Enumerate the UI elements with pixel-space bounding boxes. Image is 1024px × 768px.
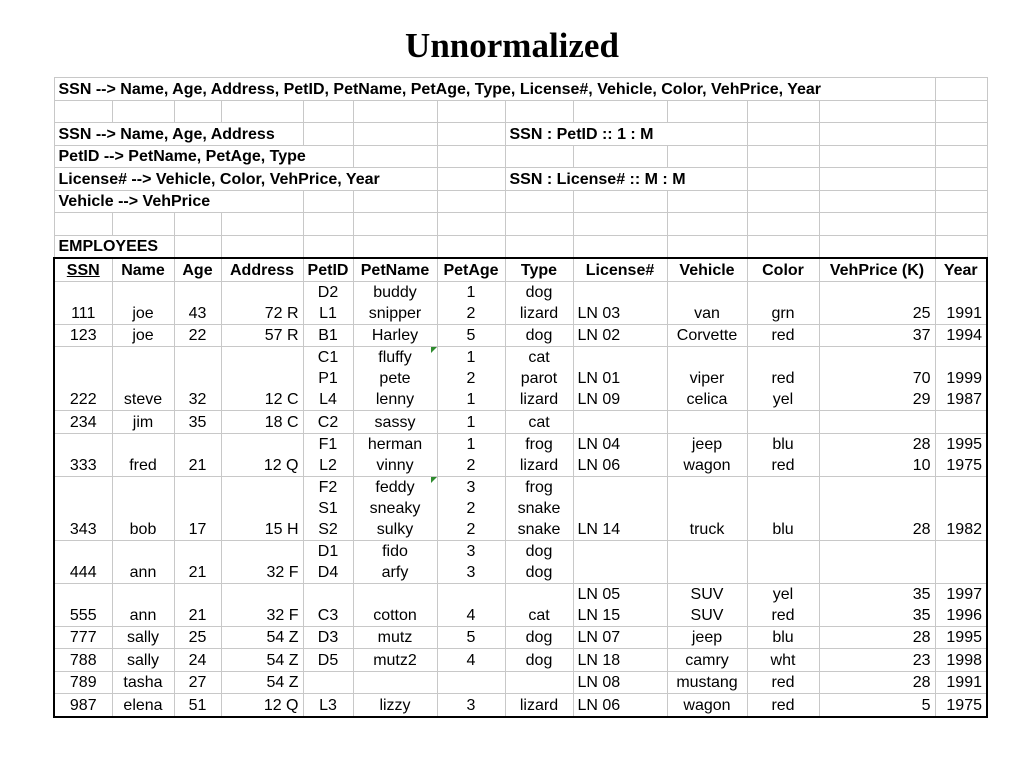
petage-cell: 3 3 (437, 540, 505, 583)
year-cell: 1997 1996 (935, 583, 987, 626)
petage-cell: 5 (437, 626, 505, 649)
petname-cell: herman vinny (353, 433, 437, 476)
age-cell: 51 (174, 694, 221, 717)
year-cell: 1995 1975 (935, 433, 987, 476)
license-cell: LN 05 LN 15 (573, 583, 667, 626)
vehprice-cell: 25 (819, 281, 935, 324)
vehprice-cell: 37 (819, 324, 935, 347)
year-cell (935, 411, 987, 434)
ssn-cell: 777 (54, 626, 112, 649)
comment-marker-icon (431, 477, 437, 483)
type-cell (505, 671, 573, 694)
color-cell: yel red (747, 583, 819, 626)
address-cell: 32 F (221, 540, 303, 583)
vehprice-cell: 23 (819, 649, 935, 672)
license-cell: LN 03 (573, 281, 667, 324)
address-cell: 54 Z (221, 626, 303, 649)
color-cell: red yel (747, 347, 819, 411)
petname-cell: mutz2 (353, 649, 437, 672)
column-header-petage: PetAge (437, 258, 505, 281)
column-header-address: Address (221, 258, 303, 281)
vehicle-cell: SUV SUV (667, 583, 747, 626)
petage-cell: 1 2 (437, 281, 505, 324)
color-cell (747, 540, 819, 583)
column-header-vehprice: VehPrice (K) (819, 258, 935, 281)
year-cell: 1998 (935, 649, 987, 672)
petname-cell (353, 671, 437, 694)
petid-cell (303, 671, 353, 694)
license-cell: LN 02 (573, 324, 667, 347)
vehprice-cell: 28 10 (819, 433, 935, 476)
color-cell: blu (747, 626, 819, 649)
column-header-name: Name (112, 258, 174, 281)
name-cell: tasha (112, 671, 174, 694)
petname-cell: feddy sneaky sulky (353, 476, 437, 540)
petid-cell: D2 L1 (303, 281, 353, 324)
column-header-license: License# (573, 258, 667, 281)
ssn-cell: 234 (54, 411, 112, 434)
name-cell: jim (112, 411, 174, 434)
vehprice-cell (819, 540, 935, 583)
type-cell: dog (505, 649, 573, 672)
column-header-petid: PetID (303, 258, 353, 281)
petage-cell (437, 671, 505, 694)
type-cell: cat (505, 583, 573, 626)
vehprice-cell (819, 411, 935, 434)
petid-cell: D5 (303, 649, 353, 672)
ssn-cell: 123 (54, 324, 112, 347)
name-cell: steve (112, 347, 174, 411)
age-cell: 24 (174, 649, 221, 672)
table-row (54, 324, 987, 347)
vehprice-cell: 28 (819, 626, 935, 649)
name-cell: sally (112, 626, 174, 649)
vehicle-cell (667, 411, 747, 434)
vehicle-cell: camry (667, 649, 747, 672)
vehicle-cell: jeep (667, 626, 747, 649)
ssn-pet-relationship-note: SSN : PetID :: 1 : M (505, 123, 747, 146)
table-row (54, 583, 987, 626)
petid-cell: D1 D4 (303, 540, 353, 583)
petname-cell: fido arfy (353, 540, 437, 583)
ssn-cell: 111 (54, 281, 112, 324)
age-cell: 21 (174, 433, 221, 476)
license-cell: LN 14 (573, 476, 667, 540)
address-cell: 54 Z (221, 671, 303, 694)
table-row (54, 671, 987, 694)
petname-cell: lizzy (353, 694, 437, 717)
fd-all-note: SSN --> Name, Age, Address, PetID, PetName, PetAge, Type, License#, Vehicle, Color, VehPrice, Year (54, 78, 935, 101)
fd-ssn-note: SSN --> Name, Age, Address (54, 123, 303, 146)
address-cell: 18 C (221, 411, 303, 434)
age-cell: 27 (174, 671, 221, 694)
name-cell: joe (112, 324, 174, 347)
petname-cell: buddy snipper (353, 281, 437, 324)
column-header-age: Age (174, 258, 221, 281)
year-cell: 1991 (935, 281, 987, 324)
vehicle-cell: wagon (667, 694, 747, 717)
ssn-cell: 555 (54, 583, 112, 626)
column-header-color: Color (747, 258, 819, 281)
license-cell (573, 540, 667, 583)
vehprice-cell: 5 (819, 694, 935, 717)
year-cell: 1982 (935, 476, 987, 540)
petage-cell: 1 2 (437, 433, 505, 476)
address-cell: 57 R (221, 324, 303, 347)
ssn-cell: 343 (54, 476, 112, 540)
petname-cell: fluffy pete lenny (353, 347, 437, 411)
petname-cell: cotton (353, 583, 437, 626)
name-cell: sally (112, 649, 174, 672)
type-cell: lizard (505, 694, 573, 717)
color-cell: grn (747, 281, 819, 324)
petage-cell: 5 (437, 324, 505, 347)
type-cell: cat parot lizard (505, 347, 573, 411)
type-cell: dog lizard (505, 281, 573, 324)
address-cell: 15 H (221, 476, 303, 540)
ssn-cell: 987 (54, 694, 112, 717)
petid-cell: B1 (303, 324, 353, 347)
vehicle-cell: truck (667, 476, 747, 540)
year-cell: 1991 (935, 671, 987, 694)
vehprice-cell: 28 (819, 476, 935, 540)
color-cell: blu red (747, 433, 819, 476)
year-cell: 1995 (935, 626, 987, 649)
petid-cell: F1 L2 (303, 433, 353, 476)
table-row (54, 476, 987, 540)
petid-cell: C3 (303, 583, 353, 626)
license-cell: LN 18 (573, 649, 667, 672)
vehprice-cell: 28 (819, 671, 935, 694)
petid-cell: L3 (303, 694, 353, 717)
type-cell: frog snake snake (505, 476, 573, 540)
petid-cell: F2 S1 S2 (303, 476, 353, 540)
type-cell: cat (505, 411, 573, 434)
petid-cell: D3 (303, 626, 353, 649)
table-row (54, 281, 987, 324)
age-cell: 21 (174, 583, 221, 626)
table-row (54, 347, 987, 411)
page-title: Unnormalized (405, 26, 619, 65)
vehicle-cell: viper celica (667, 347, 747, 411)
year-cell: 1975 (935, 694, 987, 717)
color-cell: wht (747, 649, 819, 672)
column-header-type: Type (505, 258, 573, 281)
table-row (54, 694, 987, 717)
name-cell: joe (112, 281, 174, 324)
petname-cell: Harley (353, 324, 437, 347)
petname-cell: mutz (353, 626, 437, 649)
age-cell: 32 (174, 347, 221, 411)
age-cell: 17 (174, 476, 221, 540)
color-cell: red (747, 324, 819, 347)
license-cell: LN 06 (573, 694, 667, 717)
license-cell: LN 04 LN 06 (573, 433, 667, 476)
fd-vehicle-note: Vehicle --> VehPrice (54, 190, 303, 213)
age-cell: 25 (174, 626, 221, 649)
vehprice-cell: 35 35 (819, 583, 935, 626)
vehicle-cell (667, 540, 747, 583)
name-cell: bob (112, 476, 174, 540)
vehprice-cell: 70 29 (819, 347, 935, 411)
ssn-cell: 444 (54, 540, 112, 583)
comment-marker-icon (431, 347, 437, 353)
color-cell: red (747, 671, 819, 694)
ssn-license-relationship-note: SSN : License# :: M : M (505, 168, 747, 191)
ssn-cell: 789 (54, 671, 112, 694)
table-row (54, 626, 987, 649)
fd-license-note: License# --> Vehicle, Color, VehPrice, Year (54, 168, 437, 191)
year-cell: 1994 (935, 324, 987, 347)
vehicle-cell: Corvette (667, 324, 747, 347)
year-cell (935, 540, 987, 583)
age-cell: 21 (174, 540, 221, 583)
ssn-cell: 222 (54, 347, 112, 411)
license-cell (573, 411, 667, 434)
table-name-label: EMPLOYEES (54, 235, 174, 258)
petage-cell: 4 (437, 649, 505, 672)
type-cell: frog lizard (505, 433, 573, 476)
type-cell: dog (505, 324, 573, 347)
age-cell: 43 (174, 281, 221, 324)
fd-pet-note: PetID --> PetName, PetAge, Type (54, 145, 353, 168)
vehicle-cell: jeep wagon (667, 433, 747, 476)
age-cell: 22 (174, 324, 221, 347)
table-row (54, 411, 987, 434)
petname-cell: sassy (353, 411, 437, 434)
employees-spreadsheet (53, 77, 988, 718)
petage-cell: 3 (437, 694, 505, 717)
column-header-row (54, 258, 987, 281)
column-header-petname: PetName (353, 258, 437, 281)
petage-cell: 3 2 2 (437, 476, 505, 540)
table-row (54, 540, 987, 583)
column-header-year: Year (935, 258, 987, 281)
address-cell: 12 C (221, 347, 303, 411)
address-cell: 72 R (221, 281, 303, 324)
year-cell: 1999 1987 (935, 347, 987, 411)
type-cell: dog (505, 626, 573, 649)
name-cell: fred (112, 433, 174, 476)
age-cell: 35 (174, 411, 221, 434)
address-cell: 32 F (221, 583, 303, 626)
table-row (54, 433, 987, 476)
petid-cell: C2 (303, 411, 353, 434)
ssn-cell: 333 (54, 433, 112, 476)
column-header-vehicle: Vehicle (667, 258, 747, 281)
petage-cell: 4 (437, 583, 505, 626)
ssn-cell: 788 (54, 649, 112, 672)
color-cell: red (747, 694, 819, 717)
table-row (54, 649, 987, 672)
address-cell: 12 Q (221, 433, 303, 476)
license-cell: LN 01 LN 09 (573, 347, 667, 411)
license-cell: LN 07 (573, 626, 667, 649)
type-cell: dog dog (505, 540, 573, 583)
petage-cell: 1 2 1 (437, 347, 505, 411)
color-cell (747, 411, 819, 434)
vehicle-cell: van (667, 281, 747, 324)
petage-cell: 1 (437, 411, 505, 434)
license-cell: LN 08 (573, 671, 667, 694)
name-cell: ann (112, 540, 174, 583)
color-cell: blu (747, 476, 819, 540)
vehicle-cell: mustang (667, 671, 747, 694)
name-cell: ann (112, 583, 174, 626)
petid-cell: C1 P1 L4 (303, 347, 353, 411)
column-header-ssn: SSN (54, 258, 112, 281)
address-cell: 12 Q (221, 694, 303, 717)
name-cell: elena (112, 694, 174, 717)
address-cell: 54 Z (221, 649, 303, 672)
